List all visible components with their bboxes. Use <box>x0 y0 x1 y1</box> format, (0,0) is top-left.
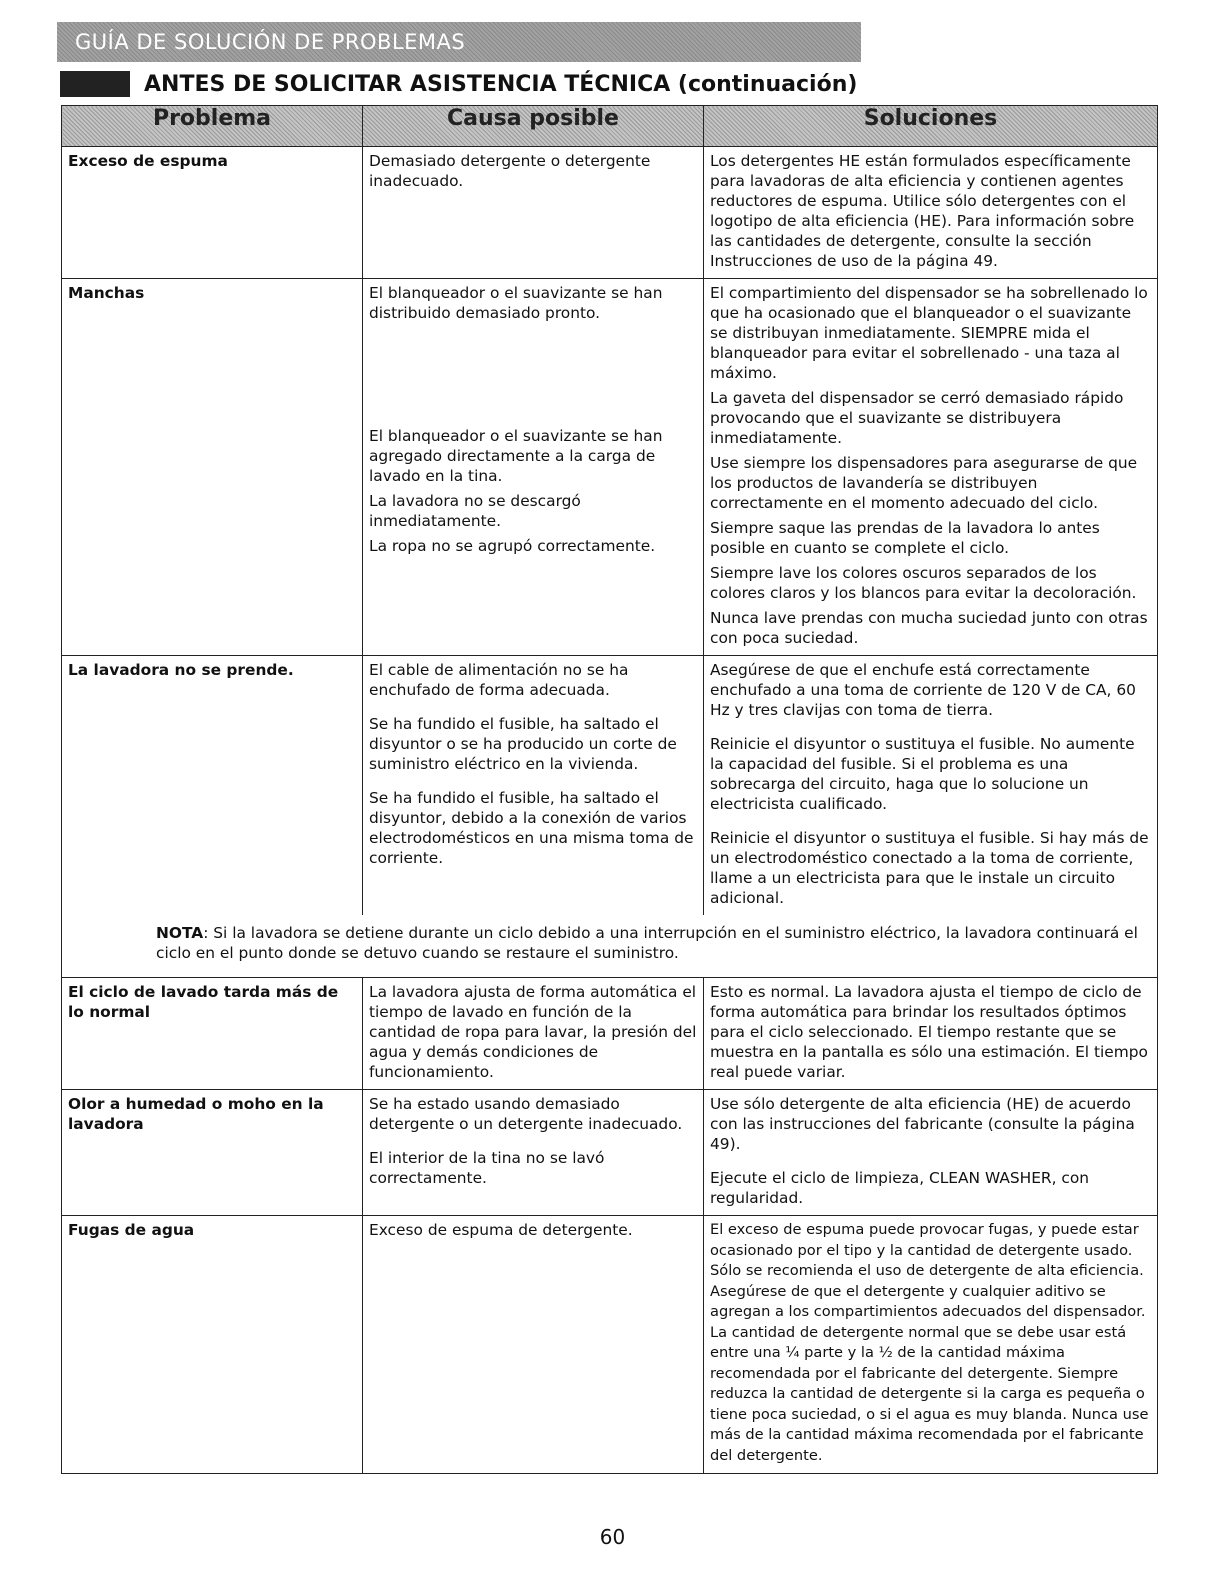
problem-cell: Exceso de espuma <box>62 147 363 279</box>
solution-text: Asegúrese de que el enchufe está correctamente enchufado a una toma de corriente de 120 V de CA, 60 Hz y tres clavijas con toma de tierra. <box>710 661 1136 719</box>
cause-text: La ropa no se agrupó correctamente. <box>369 537 656 555</box>
cause-cell <box>363 1216 704 1474</box>
table-row <box>62 1216 1158 1474</box>
problem-cell: La lavadora no se prende. <box>62 656 363 916</box>
solution-text: El compartimiento del dispensador se ha sobrellenado lo que ha ocasionado que el blanqueador o el suavizante se distribuyan inmediatamente. SIEMPRE mida el blanqueador para evitar el sobrellenado - una taza al máximo. <box>710 284 1148 382</box>
cause-cell <box>363 279 704 656</box>
cause-text: El blanqueador o el suavizante se han agregado directamente a la carga de lavado en la tina. <box>369 427 663 485</box>
cause-text: Se ha fundido el fusible, ha saltado el disyuntor o se ha producido un corte de suministro eléctrico en la vivienda. <box>369 715 677 773</box>
solution-cell <box>704 279 1158 656</box>
solution-cell <box>704 978 1158 1090</box>
troubleshooting-table <box>61 105 1158 1474</box>
cause-text: El cable de alimentación no se ha enchufado de forma adecuada. <box>369 661 629 699</box>
cause-text: Demasiado detergente o detergente inadecuado. <box>369 152 651 190</box>
note-row <box>62 915 1158 978</box>
solution-text: Reinicie el disyuntor o sustituya el fusible. Si hay más de un electrodoméstico conectado a la toma de corriente, llame a un electricista para que le instale un circuito adicional. <box>710 829 1149 907</box>
table-row <box>62 279 1158 656</box>
solution-text: Los detergentes HE están formulados específicamente para lavadoras de alta eficiencia y contienen agentes reductores de espuma. Utilice sólo detergentes con el logotipo de alta eficiencia (HE). Para información sobre las cantidades de detergente, consulte la sección Instrucciones de uso de la página 49. <box>710 152 1135 270</box>
problem-cell: El ciclo de lavado tarda más de lo normal <box>62 978 363 1090</box>
header-problem: Problema <box>62 106 363 147</box>
table-row <box>62 656 1158 916</box>
header-solution: Soluciones <box>704 106 1158 147</box>
cause-text: Se ha estado usando demasiado detergente o un detergente inadecuado. <box>369 1095 683 1133</box>
solution-cell <box>704 1090 1158 1216</box>
cause-cell <box>363 147 704 279</box>
solution-text: Use siempre los dispensadores para asegurarse de que los productos de lavandería se distribuyen correctamente en el momento adecuado del ciclo. <box>710 454 1138 512</box>
cause-text: El interior de la tina no se lavó correctamente. <box>369 1149 605 1187</box>
section-subheading <box>60 68 857 100</box>
page-number: 60 <box>599 1525 626 1549</box>
heading-block-marker <box>60 71 130 97</box>
solution-text: El exceso de espuma puede provocar fugas, y puede estar ocasionado por el tipo y la cantidad de detergente usado. Sólo se recomienda el uso de detergente de alta eficiencia. Asegúrese de que el detergente y cualquier aditivo se agregan a los compartimientos adecuados del dispensador. La cantidad de detergente normal que se debe usar está entre una ¼ parte y la ½ de la cantidad máxima recomendada por el fabricante del detergente. Siempre reduzca la cantidad de detergente si la carga es pequeña o tiene poca suciedad, o si el agua es muy blanda. Nunca use más de la cantidad máxima recomendada por el fabricante del detergente. <box>710 1221 1149 1464</box>
section-banner: GUÍA DE SOLUCIÓN DE PROBLEMAS <box>57 22 861 62</box>
solution-text: Nunca lave prendas con mucha suciedad junto con otras con poca suciedad. <box>710 609 1148 647</box>
solution-text: La gaveta del dispensador se cerró demasiado rápido provocando que el suavizante se distribuyera inmediatamente. <box>710 389 1124 447</box>
solution-cell <box>704 1216 1158 1474</box>
cause-text: El blanqueador o el suavizante se han distribuido demasiado pronto. <box>369 284 663 322</box>
table-row <box>62 1090 1158 1216</box>
solution-text: Siempre lave los colores oscuros separados de los colores claros y los blancos para evitar la decoloración. <box>710 564 1137 602</box>
header-cause: Causa posible <box>363 106 704 147</box>
note-cell <box>62 915 1158 978</box>
table-header-row <box>62 106 1158 147</box>
cause-text: Exceso de espuma de detergente. <box>369 1221 633 1239</box>
cause-cell <box>363 1090 704 1216</box>
cause-text: La lavadora no se descargó inmediatamente. <box>369 492 581 530</box>
note-text: : Si la lavadora se detiene durante un ciclo debido a una interrupción en el suministro eléctrico, la lavadora continuará el ciclo en el punto donde se detuvo cuando se restaure el suministro. <box>156 924 1138 962</box>
subheading-text: ANTES DE SOLICITAR ASISTENCIA TÉCNICA (continuación) <box>144 71 858 97</box>
cause-cell <box>363 978 704 1090</box>
problem-cell: Olor a humedad o moho en la lavadora <box>62 1090 363 1216</box>
table-row <box>62 147 1158 279</box>
solution-text: Siempre saque las prendas de la lavadora lo antes posible en cuanto se complete el ciclo. <box>710 519 1100 557</box>
solution-text: Esto es normal. La lavadora ajusta el tiempo de ciclo de forma automática para brindar los resultados óptimos para el ciclo seleccionado. El tiempo restante que se muestra en la pantalla es sólo una estimación. El tiempo real puede variar. <box>710 983 1148 1081</box>
problem-cell: Manchas <box>62 279 363 656</box>
solution-text: Use sólo detergente de alta eficiencia (HE) de acuerdo con las instrucciones del fabricante (consulte la página 49). <box>710 1095 1135 1153</box>
solution-cell <box>704 656 1158 916</box>
cause-text: Se ha fundido el fusible, ha saltado el disyuntor, debido a la conexión de varios electrodomésticos en una misma toma de corriente. <box>369 789 694 867</box>
cause-cell <box>363 656 704 916</box>
table-row <box>62 978 1158 1090</box>
note-label: NOTA <box>156 924 204 942</box>
solution-cell <box>704 147 1158 279</box>
cause-text: La lavadora ajusta de forma automática el tiempo de lavado en función de la cantidad de ropa para lavar, la presión del agua y demás condiciones de funcionamiento. <box>369 983 697 1081</box>
problem-cell: Fugas de agua <box>62 1216 363 1474</box>
solution-text: Ejecute el ciclo de limpieza, CLEAN WASHER, con regularidad. <box>710 1169 1090 1207</box>
solution-text: Reinicie el disyuntor o sustituya el fusible. No aumente la capacidad del fusible. Si el problema es una sobrecarga del circuito, haga que lo solucione un electricista cualificado. <box>710 735 1135 813</box>
